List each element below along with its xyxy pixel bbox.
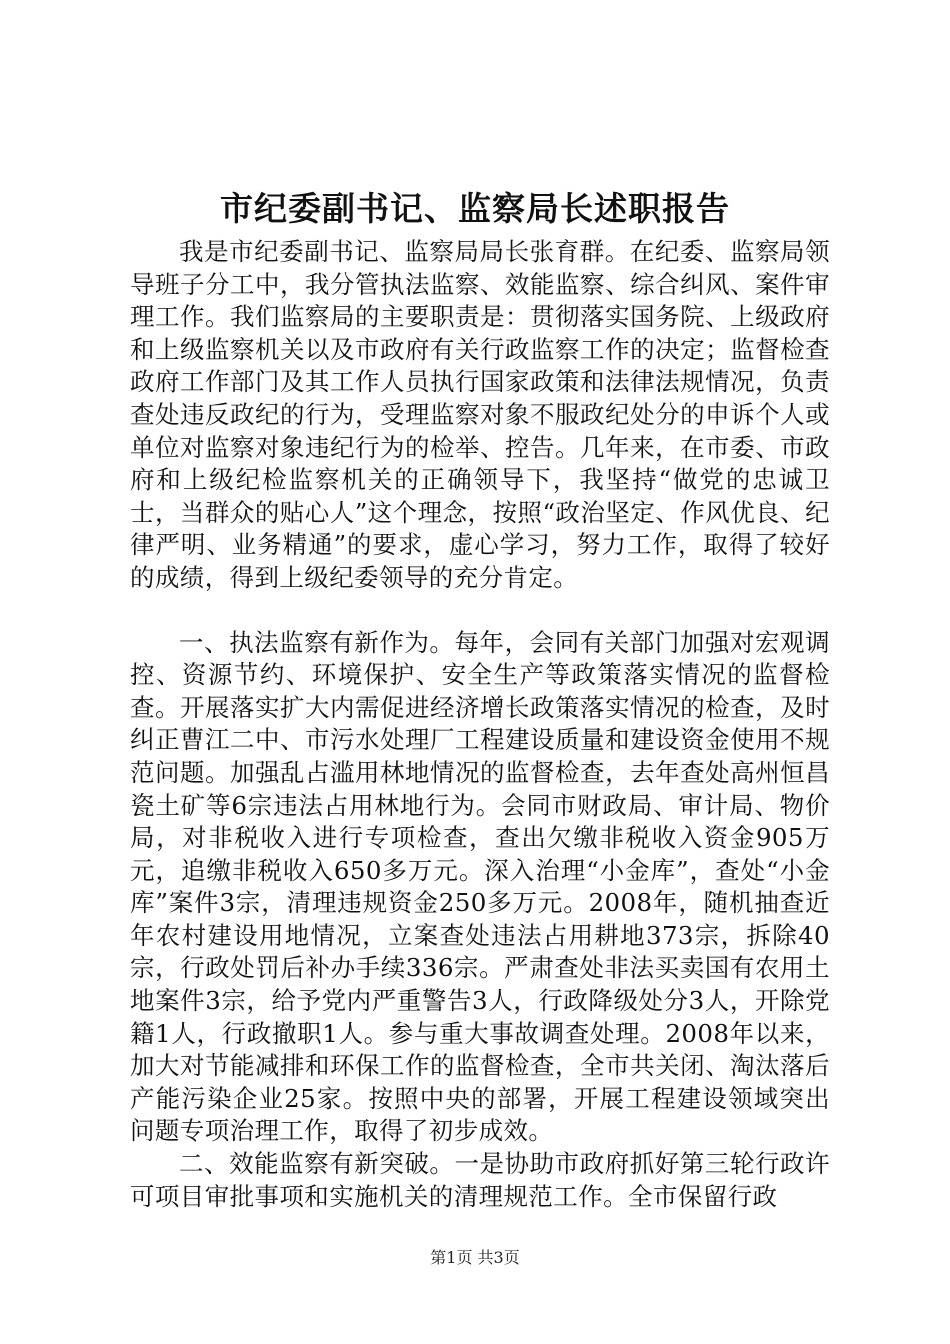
page-number-footer: 第1页 共3页: [430, 1248, 520, 1267]
document-body: [130, 236, 830, 1213]
paragraph-section-1: 一、执法监察有新作为。每年，会同有关部门加强对宏观调控、资源节约、环境保护、安全生产等政策落实情况的监督检查。开展落实扩大内需促进经济增长政策落实情况的检查，及时纠正曹江二中、市污水处理厂工程建设质量和建设资金使用不规范问题。加强乱占滥用林地情况的监督检查，去年查处高州恒昌瓷土矿等6宗违法占用林地行为。会同市财政局、审计局、物价局，对非税收入进行专项检查，查出欠缴非税收入资金905万元，追缴非税收入650多万元。深入治理“小金库”，查处“小金库”案件3宗，清理违规资金250多万元。2008年，随机抽查近年农村建设用地情况，立案查处违法占用耕地373宗，拆除40宗，行政处罚后补办手续336宗。严肃查处非法买卖国有农用土地案件3宗，给予党内严重警告3人，行政降级处分3人，开除党籍1人，行政撤职1人。参与重大事故调查处理。2008年以来，加大对节能减排和环保工作的监督检查，全市共关闭、淘汰落后产能污染企业25家。按照中央的部署，开展工程建设领域突出问题专项治理工作，取得了初步成效。: [130, 627, 830, 1146]
paragraph-intro: 我是市纪委副书记、监察局局长张育群。在纪委、监察局领导班子分工中，我分管执法监察、效能监察、综合纠风、案件审理工作。我们监察局的主要职责是：贯彻落实国务院、上级政府和上级监察机关以及市政府有关行政监察工作的决定；监督检查政府工作部门及其工作人员执行国家政策和法律法规情况，负责查处违反政纪的行为，受理监察对象不服政纪处分的申诉个人或单位对监察对象违纪行为的检举、控告。几年来，在市委、市政府和上级纪检监察机关的正确领导下，我坚持“做党的忠诚卫士，当群众的贴心人”这个理念，按照“政治坚定、作风优良、纪律严明、业务精通”的要求，虚心学习，努力工作，取得了较好的成绩，得到上级纪委领导的充分肯定。: [130, 237, 830, 592]
document-title: 市纪委副书记、监察局长述职报告: [220, 189, 730, 228]
paragraph-section-2: 二、效能监察有新突破。一是协助市政府抓好第三轮行政许可项目审批事项和实施机关的清理规范工作。全市保留行政: [130, 1149, 830, 1211]
